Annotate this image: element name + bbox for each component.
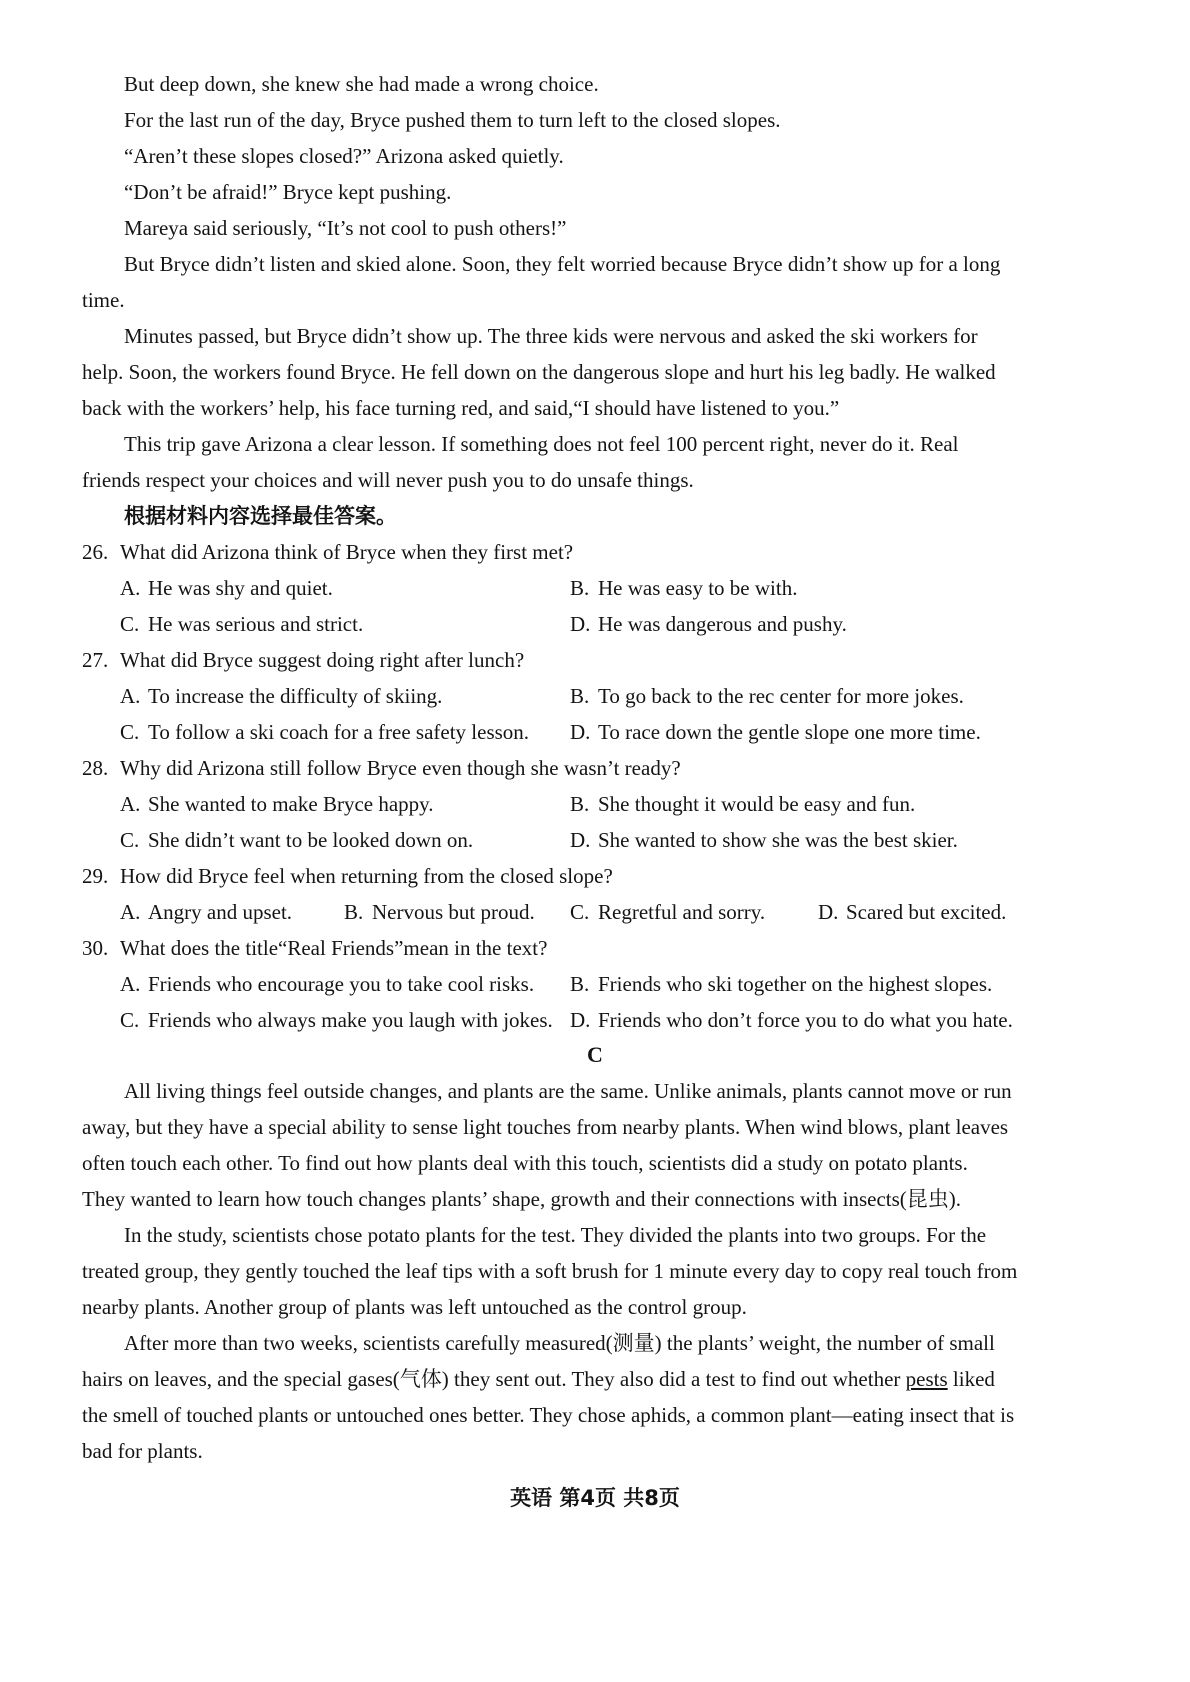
question-stem: What does the title“Real Friends”mean in the text?	[120, 936, 548, 960]
passage-line: hairs on leaves, and the special gases(气体) they sent out. They also did a test to find out whether pests liked	[82, 1367, 995, 1391]
question-30	[82, 934, 547, 962]
question-number: 29.	[82, 864, 109, 888]
option-30-c[interactable]: C. Friends who always make you laugh with jokes.	[120, 1008, 553, 1032]
question-27	[82, 646, 524, 674]
question-instruction: 根据材料内容选择最佳答案。	[124, 504, 397, 528]
question-number: 27.	[82, 648, 109, 672]
option-26-a[interactable]: A. He was shy and quiet.	[120, 576, 333, 600]
passage-line: This trip gave Arizona a clear lesson. If something does not feel 100 percent right, never do it. Real	[124, 432, 959, 456]
passage-line: All living things feel outside changes, and plants are the same. Unlike animals, plants cannot move or run	[124, 1079, 1012, 1103]
option-26-c[interactable]: C. He was serious and strict.	[120, 612, 364, 636]
question-stem: What did Bryce suggest doing right after lunch?	[120, 648, 525, 672]
passage-line: time.	[82, 288, 125, 312]
question-29	[82, 862, 613, 890]
passage-line: help. Soon, the workers found Bryce. He fell down on the dangerous slope and hurt his leg badly. He walked	[82, 360, 996, 384]
passage-line: treated group, they gently touched the leaf tips with a soft brush for 1 minute every day to copy real touch from	[82, 1259, 1018, 1283]
question-number: 26.	[82, 540, 109, 564]
option-26-d[interactable]: D. He was dangerous and pushy.	[570, 612, 847, 636]
page-footer: 英语 第4页 共8页	[510, 1486, 680, 1510]
option-27-a[interactable]: A. To increase the difficulty of skiing.	[120, 684, 443, 708]
option-27-b[interactable]: B. To go back to the rec center for more jokes.	[570, 684, 964, 708]
passage-line: nearby plants. Another group of plants was left untouched as the control group.	[82, 1295, 747, 1319]
passage-line: “Aren’t these slopes closed?” Arizona asked quietly.	[124, 144, 564, 168]
section-label-c: C	[587, 1042, 603, 1067]
option-30-a[interactable]: A. Friends who encourage you to take cool risks.	[120, 972, 535, 996]
passage-line: Minutes passed, but Bryce didn’t show up. The three kids were nervous and asked the ski workers for	[124, 324, 978, 348]
option-28-d[interactable]: D. She wanted to show she was the best skier.	[570, 828, 958, 852]
passage-line: After more than two weeks, scientists carefully measured(测量) the plants’ weight, the number of small	[124, 1331, 995, 1355]
option-27-d[interactable]: D. To race down the gentle slope one more time.	[570, 720, 981, 744]
option-29-b[interactable]: B. Nervous but proud.	[344, 900, 535, 924]
option-29-c[interactable]: C. Regretful and sorry.	[570, 900, 766, 924]
option-29-d[interactable]: D. Scared but excited.	[818, 900, 1007, 924]
passage-line: bad for plants.	[82, 1439, 203, 1463]
question-number: 30.	[82, 936, 109, 960]
passage-line: But Bryce didn’t listen and skied alone. Soon, they felt worried because Bryce didn’t show up for a long	[124, 252, 1001, 276]
question-28	[82, 754, 681, 782]
passage-line: the smell of touched plants or untouched ones better. They chose aphids, a common plant—eating insect that is	[82, 1403, 1015, 1427]
option-30-b[interactable]: B. Friends who ski together on the highest slopes.	[570, 972, 993, 996]
passage-line: back with the workers’ help, his face turning red, and said,“I should have listened to you.”	[82, 396, 840, 420]
option-27-c[interactable]: C. To follow a ski coach for a free safety lesson.	[120, 720, 530, 744]
passage-line: away, but they have a special ability to sense light touches from nearby plants. When wind blows, plant leaves	[82, 1115, 1009, 1139]
passage-line: They wanted to learn how touch changes plants’ shape, growth and their connections with insects(昆虫).	[82, 1187, 962, 1211]
passage-line: In the study, scientists chose potato plants for the test. They divided the plants into two groups. For the	[124, 1223, 987, 1247]
passage-line: “Don’t be afraid!” Bryce kept pushing.	[124, 180, 452, 204]
option-28-a[interactable]: A. She wanted to make Bryce happy.	[120, 792, 434, 816]
option-26-b[interactable]: B. He was easy to be with.	[570, 576, 798, 600]
passage-line: For the last run of the day, Bryce pushed them to turn left to the closed slopes.	[124, 108, 781, 132]
option-28-c[interactable]: C. She didn’t want to be looked down on.	[120, 828, 474, 852]
option-30-d[interactable]: D. Friends who don’t force you to do what you hate.	[570, 1008, 1013, 1032]
question-number: 28.	[82, 756, 109, 780]
passage-line: often touch each other. To find out how plants deal with this touch, scientists did a study on potato plants.	[82, 1151, 968, 1175]
question-stem: What did Arizona think of Bryce when they first met?	[120, 540, 574, 564]
option-29-a[interactable]: A. Angry and upset.	[120, 900, 293, 924]
passage-line: Mareya said seriously, “It’s not cool to push others!”	[124, 216, 567, 240]
question-stem: Why did Arizona still follow Bryce even though she wasn’t ready?	[120, 756, 681, 780]
question-26	[82, 538, 573, 566]
passage-line: But deep down, she knew she had made a wrong choice.	[124, 72, 599, 96]
option-28-b[interactable]: B. She thought it would be easy and fun.	[570, 792, 916, 816]
underlined-word-pests: pests	[905, 1367, 948, 1391]
question-stem: How did Bryce feel when returning from the closed slope?	[120, 864, 613, 888]
passage-line: friends respect your choices and will never push you to do unsafe things.	[82, 468, 694, 492]
